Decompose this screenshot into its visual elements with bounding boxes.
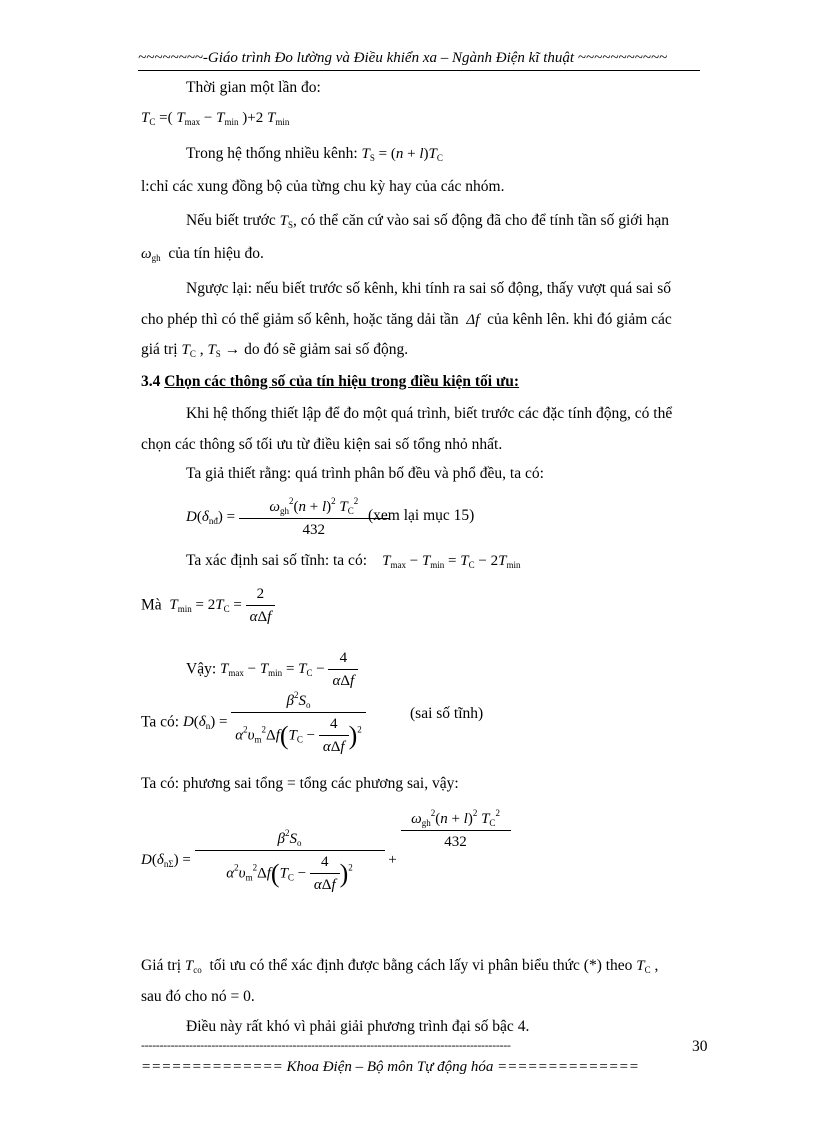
paragraph-9: Khi hệ thống thiết lập để đo một quá trình, biết trước các đặc tính động, có thể (186, 405, 673, 422)
equation-total-variance: $D(\delta_{n\Sigma})$ = $\beta^2S_o$ $\alpha^2\upsilon_m^2\Delta f(T_C$ − $\frac{4}{\text{αΔf}}$ )$^2$ + $\frac{\omega_{gh}^2(n + l)^2 T_C^2}{432}$ (141, 808, 511, 894)
paragraph-6: Ngược lại: nếu biết trước số kênh, khi tính ra sai số động, thấy vượt quá sai số (186, 280, 672, 297)
paragraph-7: cho phép thì có thể giảm số kênh, hoặc tăng dải tần Δf của kênh lên. khi đó giảm các (141, 311, 672, 328)
page-number: 30 (692, 1038, 708, 1055)
paragraph-13: Mà $T_{min} = 2T_C$ = $\frac{2}{\text{αΔf}}$ (141, 586, 275, 626)
paragraph-2: Trong hệ thống nhiều kênh: $T_S = (n + l)T_C$ (186, 145, 443, 163)
equation-cycle-time: $T_C$ =( $T_{max} - T_{min}$ )+2 $T_{min}$ (141, 110, 290, 127)
page-footer: ============== Khoa Điện – Bộ môn Tự động hóa ============== (141, 1059, 639, 1075)
footer-dashes: ---------------------------------------------------------------------------------------------------- (141, 1038, 511, 1052)
paragraph-14: Vậy: $T_{max} - T_{min} = T_C$ − $\frac{4}{\text{αΔf}}$ (186, 650, 358, 690)
paragraph-15: Ta có: $D(\delta_n)$ = $\beta^2S_o$ $\alpha^2\upsilon_m^2\Delta f(T_C$ − $\frac{4}{\text{αΔf}}$ )$^2$ (141, 690, 366, 756)
paragraph-12: Ta xác định sai số tĩnh: ta có: $T_{max} - T_{min} = T_C - 2T_{min}$ (186, 552, 521, 570)
section-heading: 3.4 Chọn các thông số của tín hiệu trong điều kiện tối ưu: (141, 373, 520, 390)
header-rule (138, 70, 700, 71)
paragraph-16: Ta có: phương sai tổng = tổng các phương sai, vậy: (141, 775, 459, 792)
equation-note-2: (sai số tĩnh) (410, 705, 484, 722)
paragraph-3: l:chỉ các xung đồng bộ của từng chu kỳ hay của các nhóm. (141, 178, 505, 195)
paragraph-19: Điều này rất khó vì phải giải phương trình đại số bậc 4. (186, 1018, 530, 1035)
page-header: ~~~~~~~~-Giáo trình Đo lường và Điều khiển xa – Ngành Điện kĩ thuật ~~~~~~~~~~~ (138, 50, 668, 66)
paragraph-10: chọn các thông số tối ưu từ điều kiện sai số tổng nhỏ nhất. (141, 436, 503, 453)
equation-note-1: (xem lại mục 15) (368, 507, 475, 524)
paragraph-1: Thời gian một lần đo: (186, 79, 321, 96)
paragraph-17: Giá trị $T_{co}$ tối ưu có thể xác định được bằng cách lấy vi phân biểu thức (*) theo $T_C$ , (141, 957, 659, 975)
paragraph-18: sau đó cho nó = 0. (141, 988, 255, 1005)
equation-dynamic-error: $D(\delta_{nđ})$ = $\frac{\omega_{gh}^2(n + l)^2 T_C^2}{432}$ (186, 496, 389, 539)
paragraph-11: Ta giả thiết rằng: quá trình phân bố đều và phổ đều, ta có: (186, 465, 544, 482)
paragraph-8: giá trị $T_C$ , $T_S$ → do đó sẽ giảm sai số động. (141, 341, 409, 359)
paragraph-5: $\omega_{gh}$ của tín hiệu đo. (141, 245, 264, 263)
paragraph-4: Nếu biết trước $T_S$, có thể căn cứ vào sai số động đã cho để tính tần số giới hạn (186, 212, 670, 230)
